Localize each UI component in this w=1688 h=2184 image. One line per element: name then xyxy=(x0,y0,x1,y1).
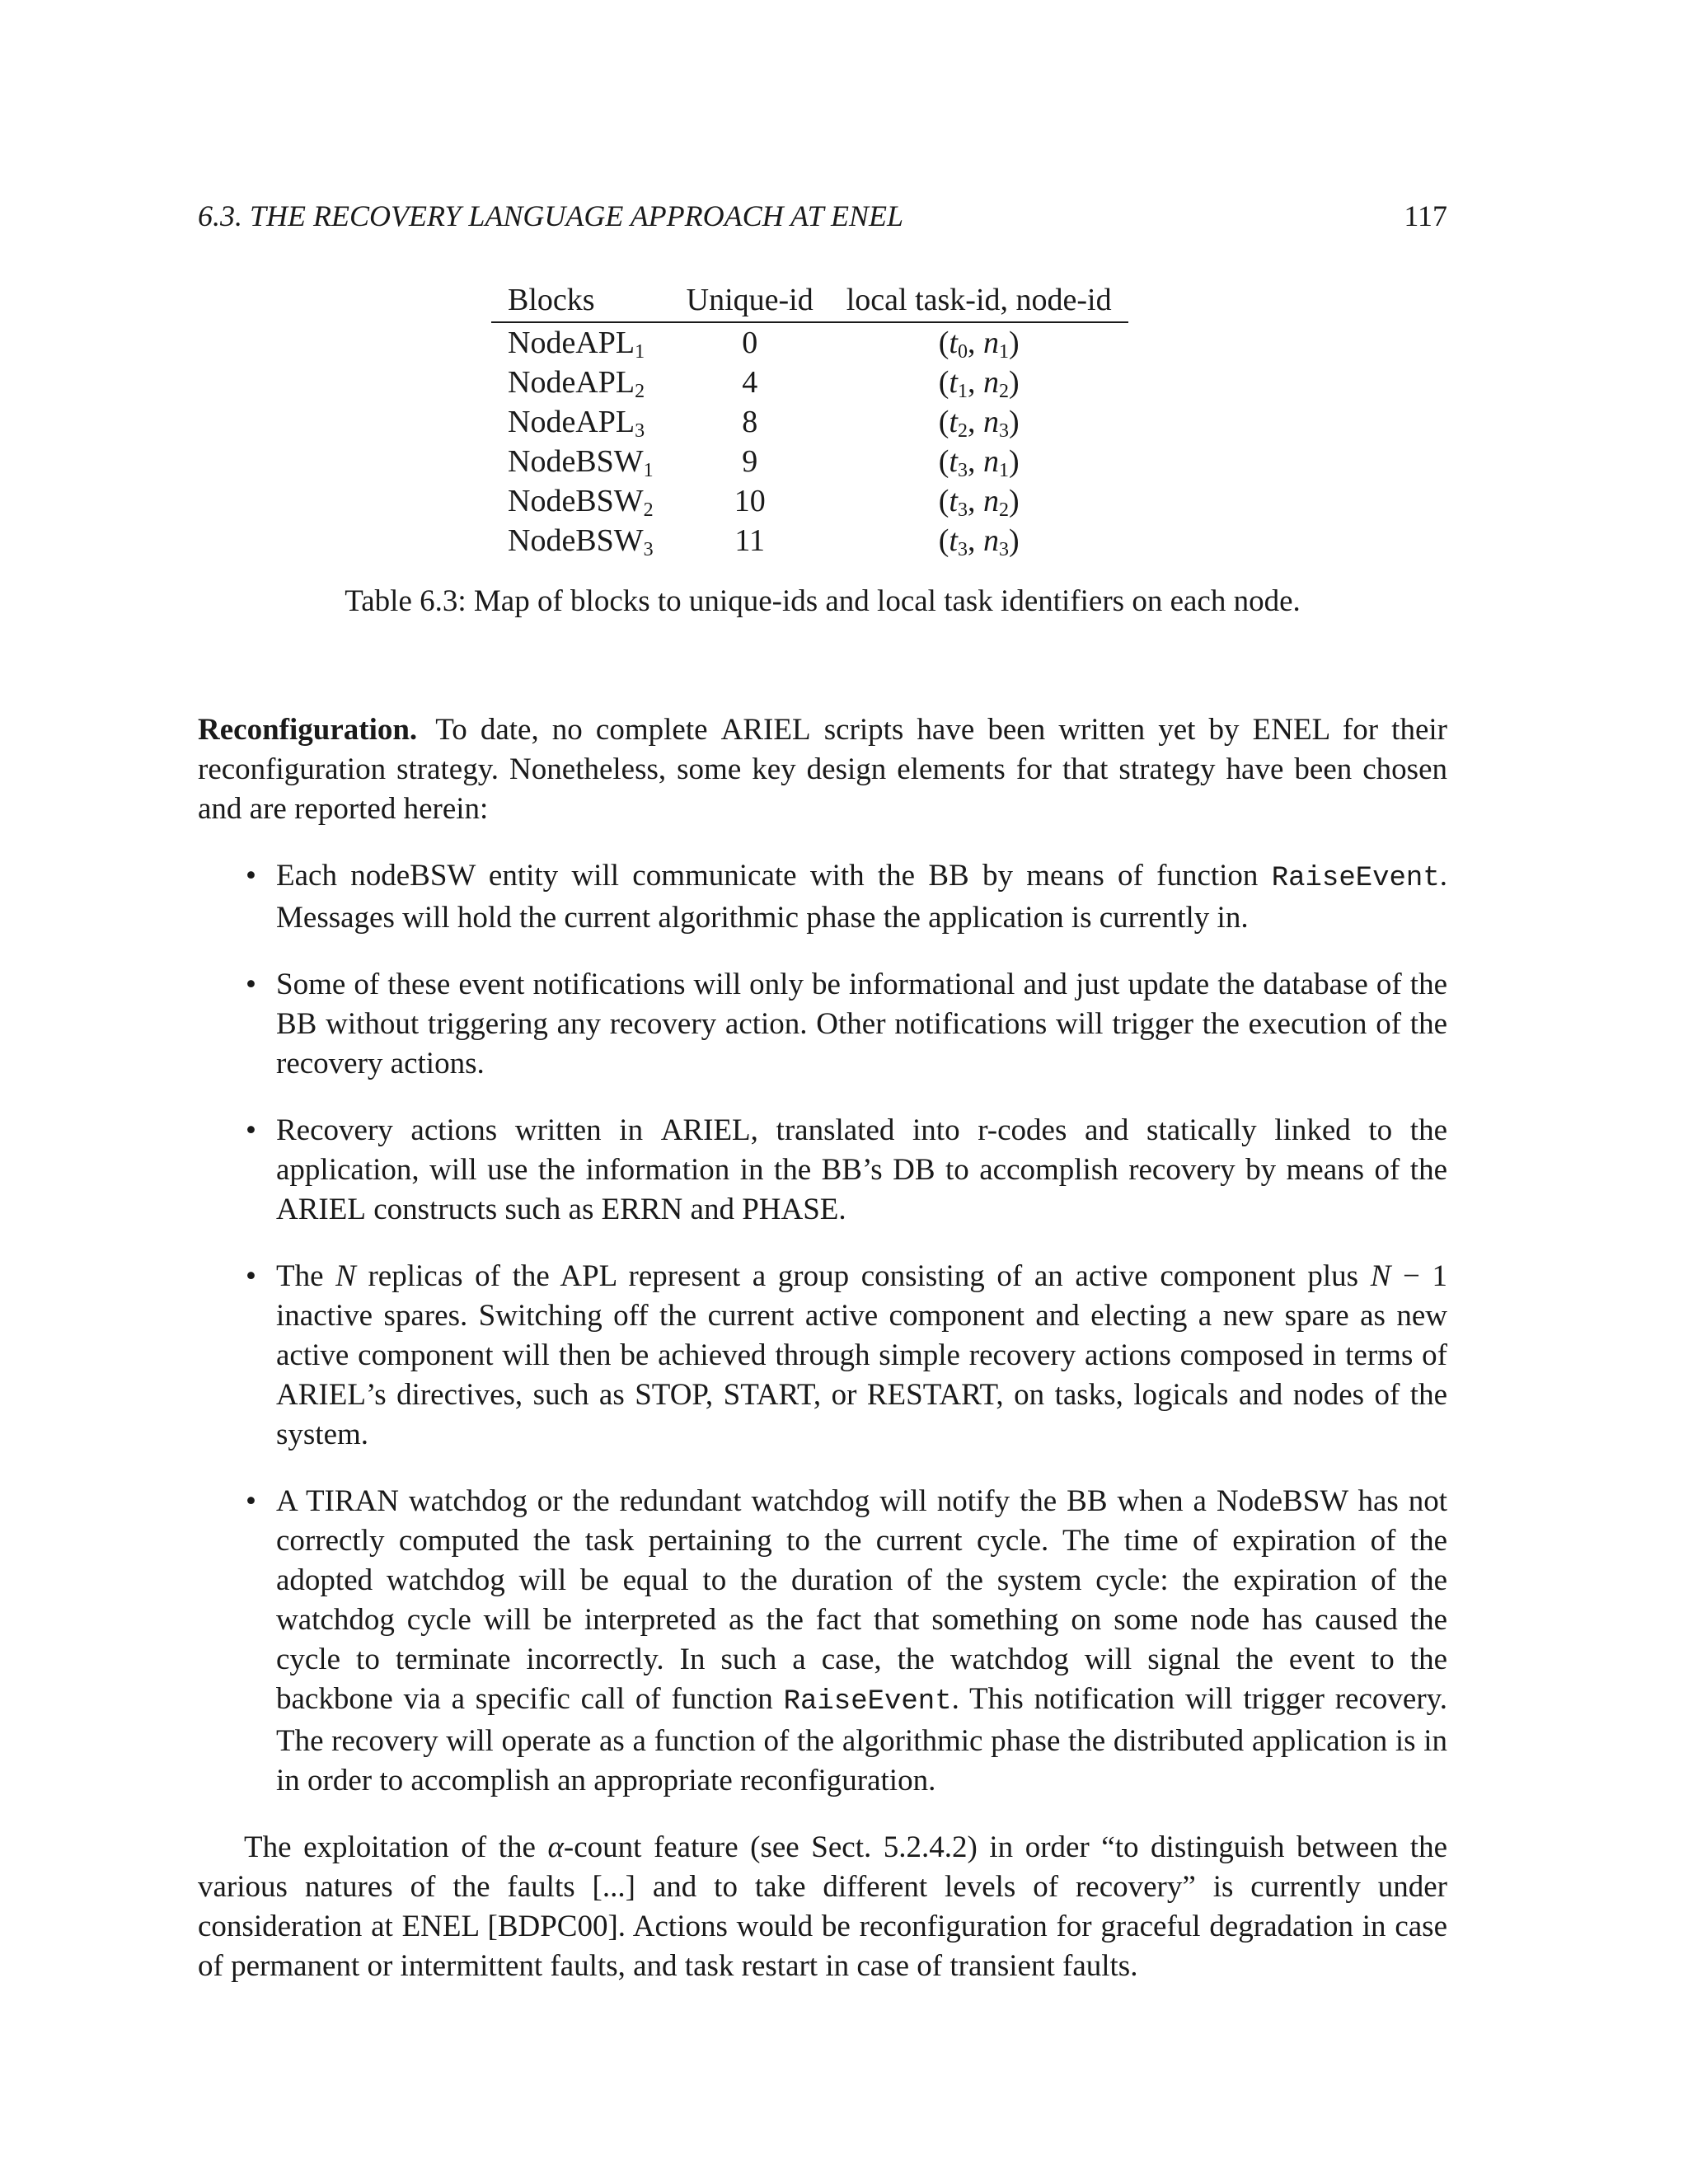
text-run: . This notification will trigger recovery. The recovery will operate as a function of the algorithmic phase the distributed application is in in order to accomplish an appropriate reconfiguration. xyxy=(276,1682,1447,1797)
block-name: NodeAPL xyxy=(508,405,635,439)
bullet-icon: • xyxy=(246,968,256,1001)
text-run: A TIRAN watchdog or the redundant watchdog will notify the BB when a NodeBSW has not correctly computed the task pertaining to the current cycle. The time of expiration of the adopted watchdog will be equal to the duration of the system cycle: the expiration of the watchdog cycle will be interpreted as the fact that something on some node has caused the cycle to terminate incorrectly. In such a case, the watchdog will signal the event to the backbone via a specific call of function xyxy=(276,1484,1447,1716)
closing-paragraph xyxy=(198,1828,1447,1986)
bullet-icon: • xyxy=(246,1484,256,1518)
ariel-name: ARIEL xyxy=(660,1113,751,1147)
text-run: , translated into r-codes and statically linked to the application, will use the information in the BB’s DB to accomplish recovery by means of the xyxy=(276,1113,1448,1187)
column-header-unique-id: Unique-id xyxy=(670,279,830,322)
design-elements-list xyxy=(198,856,1447,1801)
task-symbol: t xyxy=(949,523,958,558)
math-n: N xyxy=(1370,1259,1391,1293)
cell-unique-id: 9 xyxy=(742,444,758,479)
table-row xyxy=(491,481,1128,521)
math-alpha: α xyxy=(547,1830,564,1864)
column-header-task-node: local task-id, node-id xyxy=(830,279,1128,322)
text-run: constructs such as ERRN and PHASE. xyxy=(365,1193,846,1226)
block-sub: 2 xyxy=(635,381,645,402)
text-run: The xyxy=(276,1259,336,1293)
reconfiguration-paragraph xyxy=(198,710,1447,829)
text-run: . Messages will hold the current algorithmic phase the application is currently in. xyxy=(276,859,1447,935)
table-header-row xyxy=(491,279,1128,322)
task-symbol: t xyxy=(949,405,958,439)
cell-task-node: ($t_3$, $n_2$) xyxy=(938,484,1020,521)
column-header-blocks: Blocks xyxy=(491,279,670,322)
table-row xyxy=(491,521,1128,560)
text-run: The exploitation of the xyxy=(244,1830,548,1864)
ariel-name: ARIEL xyxy=(276,1378,366,1412)
task-symbol: t xyxy=(949,484,958,518)
task-symbol: t xyxy=(949,444,958,479)
bullet-icon: • xyxy=(246,859,256,893)
list-item xyxy=(198,1111,1447,1230)
block-name: NodeBSW xyxy=(508,523,644,558)
task-symbol: t xyxy=(949,326,958,360)
task-sub: 3 xyxy=(957,460,968,481)
table-row xyxy=(491,322,1128,363)
page-number: 117 xyxy=(1404,199,1447,232)
cell-block xyxy=(491,521,670,560)
cell-task-node: ($t_1$, $n_2$) xyxy=(938,365,1020,402)
list-item xyxy=(198,856,1447,938)
table-caption: Table 6.3: Map of blocks to unique-ids and local task identifiers on each node. xyxy=(345,584,1301,618)
cell-unique-id: 11 xyxy=(734,523,765,558)
task-sub: 0 xyxy=(957,341,968,363)
text-run: -count feature (see Sect. 5.2.4.2) in order “to distinguish between the various natures of the faults [...] and to take different levels of recovery” is currently under consideration at ENEL [BDPC00]. Actions would be reconfiguration for graceful degradation in case of permanent or intermittent faults, and task restart in case of transient faults. xyxy=(198,1830,1447,1983)
list-item xyxy=(198,1257,1447,1455)
task-sub: 3 xyxy=(957,499,968,521)
text-run: Recovery actions written in xyxy=(276,1113,661,1147)
node-symbol: n xyxy=(982,405,999,439)
code-raiseevent: RaiseEvent xyxy=(1271,863,1440,894)
text-run: inactive spares. Switching off the current active component and electing a new spare as new active component will then be achieved through simple recovery actions composed in terms of xyxy=(276,1299,1447,1372)
cell-block xyxy=(491,481,670,521)
task-sub: 3 xyxy=(957,539,968,560)
block-sub: 2 xyxy=(643,499,654,521)
body-text xyxy=(198,710,1447,1986)
block-sub: 1 xyxy=(643,460,654,481)
task-sub: 1 xyxy=(957,381,968,402)
math-minus-one: − 1 xyxy=(1390,1259,1447,1293)
cell-unique-id: 0 xyxy=(742,326,758,360)
text-run: Some of these event notifications will only be informational and just update the database of the BB without triggering any recovery action. Other notifications will trigger the execution of the recovery actions. xyxy=(276,968,1447,1080)
cell-block xyxy=(491,322,670,363)
node-symbol: n xyxy=(982,444,999,479)
ariel-name: ARIEL xyxy=(720,713,811,747)
node-symbol: n xyxy=(982,523,999,558)
list-item xyxy=(198,1482,1447,1801)
paragraph-heading: Reconfiguration. xyxy=(198,713,418,747)
node-sub: 3 xyxy=(998,539,1009,560)
text-run: scripts have been written yet by ENEL for their reconfiguration strategy. Nonetheless, some key design elements for that strategy have been chosen and are reported herein: xyxy=(198,713,1447,826)
task-symbol: t xyxy=(949,365,958,400)
cell-task-node: ($t_2$, $n_3$) xyxy=(938,405,1020,442)
code-raiseevent: RaiseEvent xyxy=(783,1686,952,1718)
ariel-name: ARIEL xyxy=(276,1193,366,1226)
block-name: NodeBSW xyxy=(508,484,644,518)
block-sub: 3 xyxy=(643,539,654,560)
node-sub: 3 xyxy=(998,420,1009,442)
text-run: Each nodeBSW entity will communicate with the BB by means of function xyxy=(276,859,1272,893)
block-name: NodeBSW xyxy=(508,444,644,479)
table-row xyxy=(491,363,1128,402)
cell-unique-id: 10 xyxy=(734,484,766,518)
block-map-table-wrapper xyxy=(491,279,1128,560)
cell-block xyxy=(491,363,670,402)
bullet-icon: • xyxy=(246,1113,256,1147)
node-symbol: n xyxy=(982,484,999,518)
cell-unique-id: 8 xyxy=(742,405,758,439)
bullet-icon: • xyxy=(246,1259,256,1293)
text-run: replicas of the APL represent a group consisting of an active component plus xyxy=(355,1259,1371,1293)
node-sub: 2 xyxy=(998,499,1009,521)
cell-task-node: ($t_3$, $n_1$) xyxy=(938,444,1020,481)
table-row xyxy=(491,402,1128,442)
cell-task-node: ($t_3$, $n_3$) xyxy=(938,523,1020,560)
cell-unique-id: 4 xyxy=(742,365,758,400)
block-name: NodeAPL xyxy=(508,365,635,400)
cell-block xyxy=(491,442,670,481)
math-n: N xyxy=(335,1259,356,1293)
block-name: NodeAPL xyxy=(508,326,635,360)
block-sub: 1 xyxy=(635,341,645,363)
text-run: To date, no complete xyxy=(435,713,721,747)
task-sub: 2 xyxy=(957,420,968,442)
table-row xyxy=(491,442,1128,481)
section-title: 6.3. THE RECOVERY LANGUAGE APPROACH AT ENEL xyxy=(198,199,904,232)
block-map-table xyxy=(491,279,1128,560)
list-item xyxy=(198,965,1447,1084)
node-sub: 1 xyxy=(998,460,1009,481)
node-symbol: n xyxy=(982,326,999,360)
node-sub: 2 xyxy=(998,381,1009,402)
cell-task-node: ($t_0$, $n_1$) xyxy=(938,326,1020,363)
node-sub: 1 xyxy=(998,341,1009,363)
text-run: ’s directives, such as STOP, START, or RESTART, on tasks, logicals and nodes of the system. xyxy=(276,1378,1447,1451)
cell-block xyxy=(491,402,670,442)
node-symbol: n xyxy=(982,365,999,400)
block-sub: 3 xyxy=(635,420,645,442)
